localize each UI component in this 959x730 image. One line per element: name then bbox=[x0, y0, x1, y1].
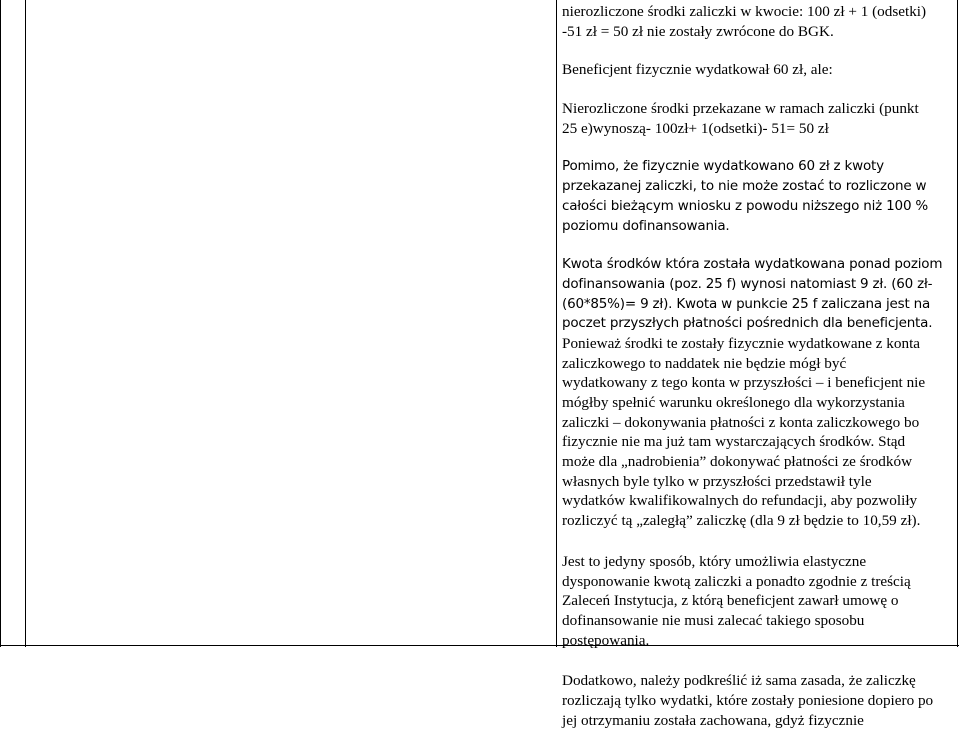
text-line: wydatków kwalifikowalnych do refundacji, aby pozwoliły bbox=[562, 492, 918, 510]
text-line: własnych byle tylko w przyszłości przedstawił tyle bbox=[562, 472, 872, 490]
paragraph bbox=[562, 255, 955, 334]
text-line: (60*85%)= 9 zł). Kwota w punkcie 25 f zaliczana jest na bbox=[562, 295, 931, 312]
text-line: rozliczają tylko wydatki, które zostały poniesione dopiero po bbox=[562, 691, 934, 709]
table-column-divider-2 bbox=[556, 0, 557, 647]
text-line: Nierozliczone środki przekazane w ramach zaliczki (punkt bbox=[562, 100, 919, 118]
table-column-divider-1 bbox=[25, 0, 26, 647]
text-line: postępowania. bbox=[562, 631, 650, 649]
text-line: Zaleceń Instytucja, z którą beneficjent zawarł umowę o bbox=[562, 592, 899, 610]
paragraph bbox=[562, 552, 955, 650]
text-line: mógłby spełnić warunku określonego dla wykorzystania bbox=[562, 394, 905, 411]
paragraph bbox=[562, 157, 955, 236]
text-line: dysponowanie kwotą zaliczki a ponadto zgodnie z treścią bbox=[562, 572, 911, 590]
text-line: jej otrzymaniu została zachowana, gdyż fizycznie bbox=[562, 711, 864, 729]
text-line: rozliczyć tą „zaległą” zaliczkę (dla 9 zł będzie to 10,59 zł). bbox=[562, 512, 921, 530]
table-cell-text bbox=[562, 2, 955, 730]
text-line: -51 zł = 50 zł nie zostały zwrócone do BGK. bbox=[562, 22, 834, 40]
text-line: całości bieżącym wniosku z powodu niższego niż 100 % bbox=[562, 197, 929, 214]
paragraph bbox=[562, 2, 955, 41]
text-line: dofinansowania (poz. 25 f) wynosi natomiast 9 zł. (60 zł- bbox=[562, 275, 933, 292]
text-line: fizycznie nie ma już tam wystarczających środków. Stąd bbox=[562, 433, 906, 451]
text-line: nierozliczone środki zaliczki w kwocie: 100 zł + 1 (odsetki) bbox=[562, 3, 927, 20]
text-line: może dla „nadrobienia” dokonywać płatności ze środków bbox=[562, 453, 913, 471]
text-line: Kwota środków która została wydatkowana ponad poziom bbox=[562, 256, 943, 273]
text-line: Pomimo, że fizycznie wydatkowano 60 zł z kwoty bbox=[562, 158, 884, 175]
text-line: poziomu dofinansowania. bbox=[562, 217, 730, 234]
text-line: Dodatkowo, należy podkreślić iż sama zasada, że zaliczkę bbox=[562, 672, 916, 690]
text-line: zaliczki – dokonywania płatności z konta zaliczkowego bo bbox=[562, 413, 920, 431]
text-line: zaliczkowego to naddatek nie będzie mógł być bbox=[562, 354, 847, 372]
table-border-right bbox=[957, 0, 958, 647]
text-line: poczet przyszłych płatności pośrednich dla beneficjenta. bbox=[562, 315, 933, 332]
paragraph bbox=[562, 671, 955, 730]
paragraph bbox=[562, 99, 955, 138]
text-line: Ponieważ środki te zostały fizycznie wydatkowane z konta bbox=[562, 334, 921, 352]
paragraph bbox=[562, 334, 955, 531]
table-border-left bbox=[0, 0, 1, 647]
paragraph bbox=[562, 60, 955, 80]
text-line: dofinansowanie nie musi zalecać takiego sposobu bbox=[562, 611, 865, 629]
text-line: wydatkowany z tego konta w przyszłości – i beneficjent nie bbox=[562, 374, 926, 392]
text-line: Beneficjent fizycznie wydatkował 60 zł, ale: bbox=[562, 61, 833, 79]
text-line: 25 e)wynoszą- 100zł+ 1(odsetki)- 51= 50 zł bbox=[562, 119, 829, 137]
text-line: przekazanej zaliczki, to nie może zostać to rozliczone w bbox=[562, 178, 927, 195]
text-line: Jest to jedyny sposób, który umożliwia elastyczne bbox=[562, 552, 867, 570]
